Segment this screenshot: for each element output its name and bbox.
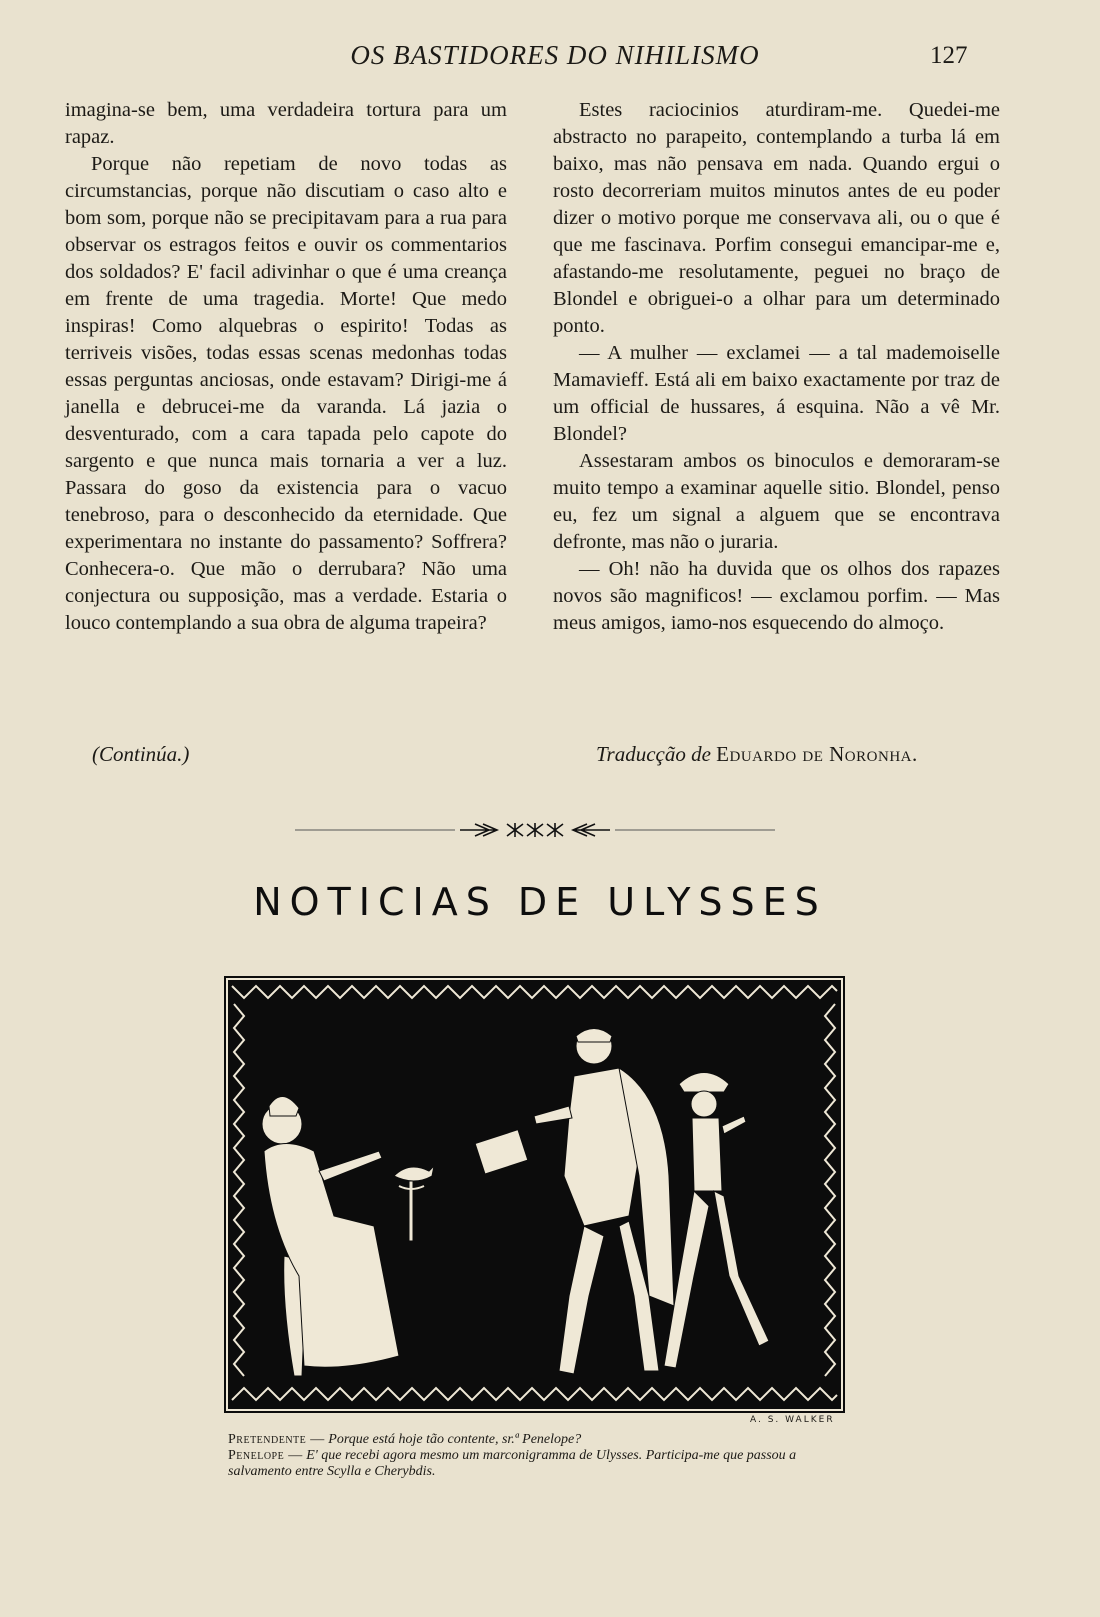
artist-signature: A. S. WALKER	[750, 1415, 835, 1425]
page-number: 127	[930, 42, 968, 69]
caption-speech: Porque está hoje tão contente, sr.ª Penelope?	[328, 1432, 582, 1447]
translator-credit	[596, 742, 918, 767]
caption-speech: E' que recebi agora mesmo um marconigramma de Ulysses. Participa-me que passou a salvamento entre Scylla e Cherybdis.	[228, 1448, 797, 1479]
paragraph: Porque não repetiam de novo todas as circumstancias, porque não discutiam o caso alto e bom som, porque não se precipitavam para a rua para observar os estragos feitos e ouvir os commentarios dos soldados? E' facil adivinhar o que é uma creança em frente de uma tragedia. Morte! Que medo inspiras! Como alquebras o espirito! Todas as terriveis visões, todas essas scenas medonhas todas essas perguntas anciosas, onde estavam? Dirigi-me á janella e debrucei-me da varanda. Lá jazia o desventurado, com a cara tapada pelo capote do sargento e que nunca mais tornaria a ver a luz. Passara do goso da existencia para o vacuo tenebroso, para o desconhecido da eternidade. Que experimentara no instante do passamento? Soffrera? Conhecera-o. Que mão o derrubara? Não uma conjectura ou supposição, mas a verdade. Estaria o louco contemplando a sua obra de alguma trapeira?	[65, 153, 507, 634]
paragraph: — Oh! não ha duvida que os olhos dos rapazes novos são magnificos! — exclamou porfim. — Mas meus amigos, iamo-nos esquecendo do almoço.	[553, 558, 1000, 634]
caption-speaker: Pretendente —	[228, 1432, 325, 1447]
section-title: NOTICIAS DE ULYSSES	[253, 880, 827, 924]
right-column	[553, 97, 1000, 637]
ornamental-divider	[295, 820, 775, 840]
paragraph: imagina-se bem, uma verdadeira tortura para um rapaz.	[65, 99, 507, 148]
caption-speaker: Penelope —	[228, 1448, 303, 1463]
translator-label: Traducção de	[596, 742, 711, 766]
translator-name: Eduardo de Noronha.	[716, 742, 918, 766]
caption-line	[228, 1432, 848, 1448]
left-column	[65, 97, 507, 637]
greek-vase-scene-illustration	[224, 976, 845, 1413]
continuation-note: (Continúa.)	[92, 742, 190, 766]
caption-line	[228, 1448, 848, 1480]
paragraph: Assestaram ambos os binoculos e demoraram-se muito tempo a examinar aquelle sitio. Blondel, penso eu, fez um signal a alguem que se encontrava defronte, mas não o juraria.	[553, 450, 1000, 553]
paragraph: Estes raciocinios aturdiram-me. Quedei-me abstracto no parapeito, contemplando a turba lá em baixo, mas não pensava em nada. Quando ergui o rosto decorreriam muitos minutos antes de eu poder dizer o motivo porque me conservava ali, ou o que é que me fascinava. Porfim consegui emancipar-me e, afastando-me resolutamente, peguei no braço de Blondel e obriguei-o a olhar para um determinado ponto.	[553, 99, 1000, 337]
running-title: OS BASTIDORES DO NIHILISMO	[350, 40, 760, 70]
paragraph: — A mulher — exclamei — a tal mademoiselle Mamavieff. Está ali em baixo exactamente por traz de um official de hussares, á esquina. Não a vê Mr. Blondel?	[553, 342, 1000, 445]
illustration-caption	[228, 1432, 848, 1480]
